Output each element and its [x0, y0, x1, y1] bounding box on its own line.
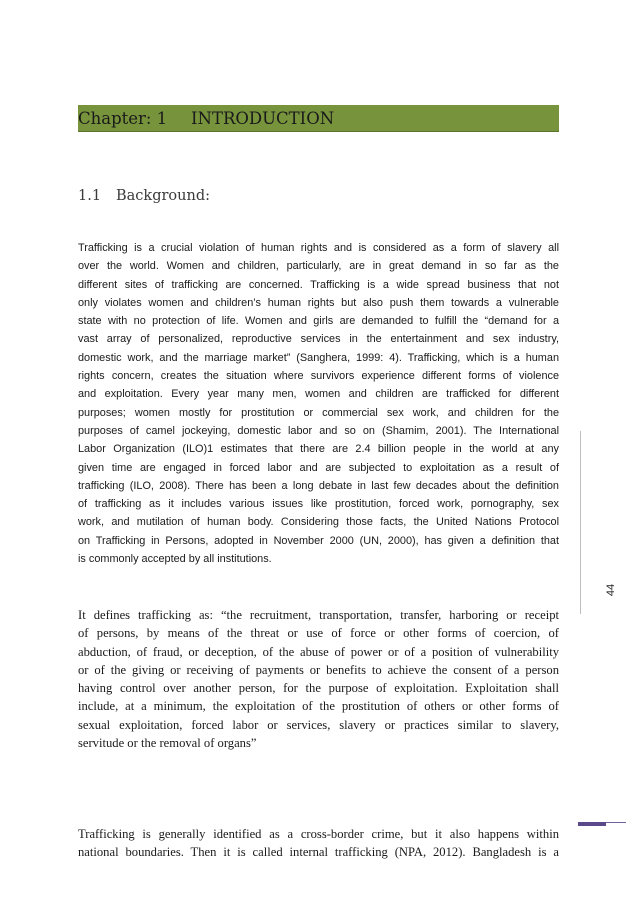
text-line: of trafficking as it includes various issues like prostitution, forced work, pornography, sex [78, 498, 559, 511]
text-line: and exploitation. Every year many men, women and children are trafficked for different [78, 388, 559, 401]
text-line: trafficking (ILO, 2008). There has been a long debate in last few decades about the definition [78, 479, 559, 492]
text-line: sexual exploitation, forced labor or services, slavery or practices similar to slavery, [78, 717, 559, 732]
paragraph-internal-trafficking [78, 825, 559, 862]
text-line: vast array of personalized, reproductive services in the entertainment and sex industry, [78, 333, 559, 346]
text-line: different sites of trafficking are concerned. Trafficking is a wide spread business that not [78, 278, 559, 291]
text-line: rights concern, creates the situation where survivors experience different forms of violence [78, 370, 559, 383]
page-number: 44 [605, 583, 617, 597]
side-tab-marker [578, 822, 606, 826]
text-line: state with no protection of life. Women and girls are demanded to fulfill the “demand for a [78, 315, 559, 328]
text-line: having control over another person, for the purpose of exploitation. Exploitation shall [78, 681, 559, 696]
text-line: purposes of camel jockeying, domestic labor and so on (Shamim, 2001). The International [78, 424, 559, 437]
text-line: given time are engaged in forced labor and are subjected to exploitation as a result of [78, 461, 559, 474]
text-line: abduction, of fraud, or deception, of the abuse of power or of a position of vulnerability [78, 644, 559, 659]
text-line: Trafficking is generally identified as a cross-border crime, but it also happens within [78, 827, 559, 841]
section-title: Background: [116, 188, 210, 204]
text-line: include, at a minimum, the exploitation of the prostitution of others or other forms of [78, 699, 559, 714]
text-line: on Trafficking in Persons, adopted in November 2000 (UN, 2000), has given a definition that [78, 534, 559, 547]
text-line: only violates women and children’s human rights but also push them towards a vulnerable [78, 296, 559, 309]
text-line: work, and mutilation of human body. Considering those facts, the United Nations Protocol [78, 516, 559, 529]
text-line: national boundaries. Then it is called internal trafficking (NPA, 2012). Bangladesh is a [78, 845, 559, 860]
text-line: of persons, by means of the threat or use of force or other forms of coercion, of [78, 626, 559, 641]
text-line: Labor Organization (ILO)1 estimates that there are 2.4 billion people in the world at any [78, 443, 559, 456]
side-margin-rule [580, 431, 581, 614]
section-number: 1.1 [78, 188, 102, 204]
text-line: is commonly accepted by all institutions. [78, 553, 272, 566]
paragraph-definition [78, 606, 559, 752]
text-line: domestic work, and the marriage market” (Sanghera, 1999: 4). Trafficking, which is a human [78, 351, 559, 364]
text-line: servitude or the removal of organs” [78, 736, 257, 751]
section-heading [78, 186, 210, 206]
text-line: purposes; women mostly for prostitution or commercial sex work, and children for the [78, 406, 559, 419]
paragraph-background [78, 239, 559, 568]
text-line: or of the giving or receiving of payments or benefits to achieve the consent of a person [78, 662, 559, 677]
chapter-heading [78, 106, 334, 132]
text-line: It defines trafficking as: “the recruitment, transportation, transfer, harboring or receipt [78, 608, 559, 622]
text-line: over the world. Women and children, particularly, are in great demand in so far as the [78, 260, 559, 273]
chapter-title: INTRODUCTION [191, 109, 335, 128]
text-line: Trafficking is a crucial violation of human rights and is considered as a form of slavery all [78, 242, 559, 254]
chapter-number: Chapter: 1 [78, 109, 168, 128]
